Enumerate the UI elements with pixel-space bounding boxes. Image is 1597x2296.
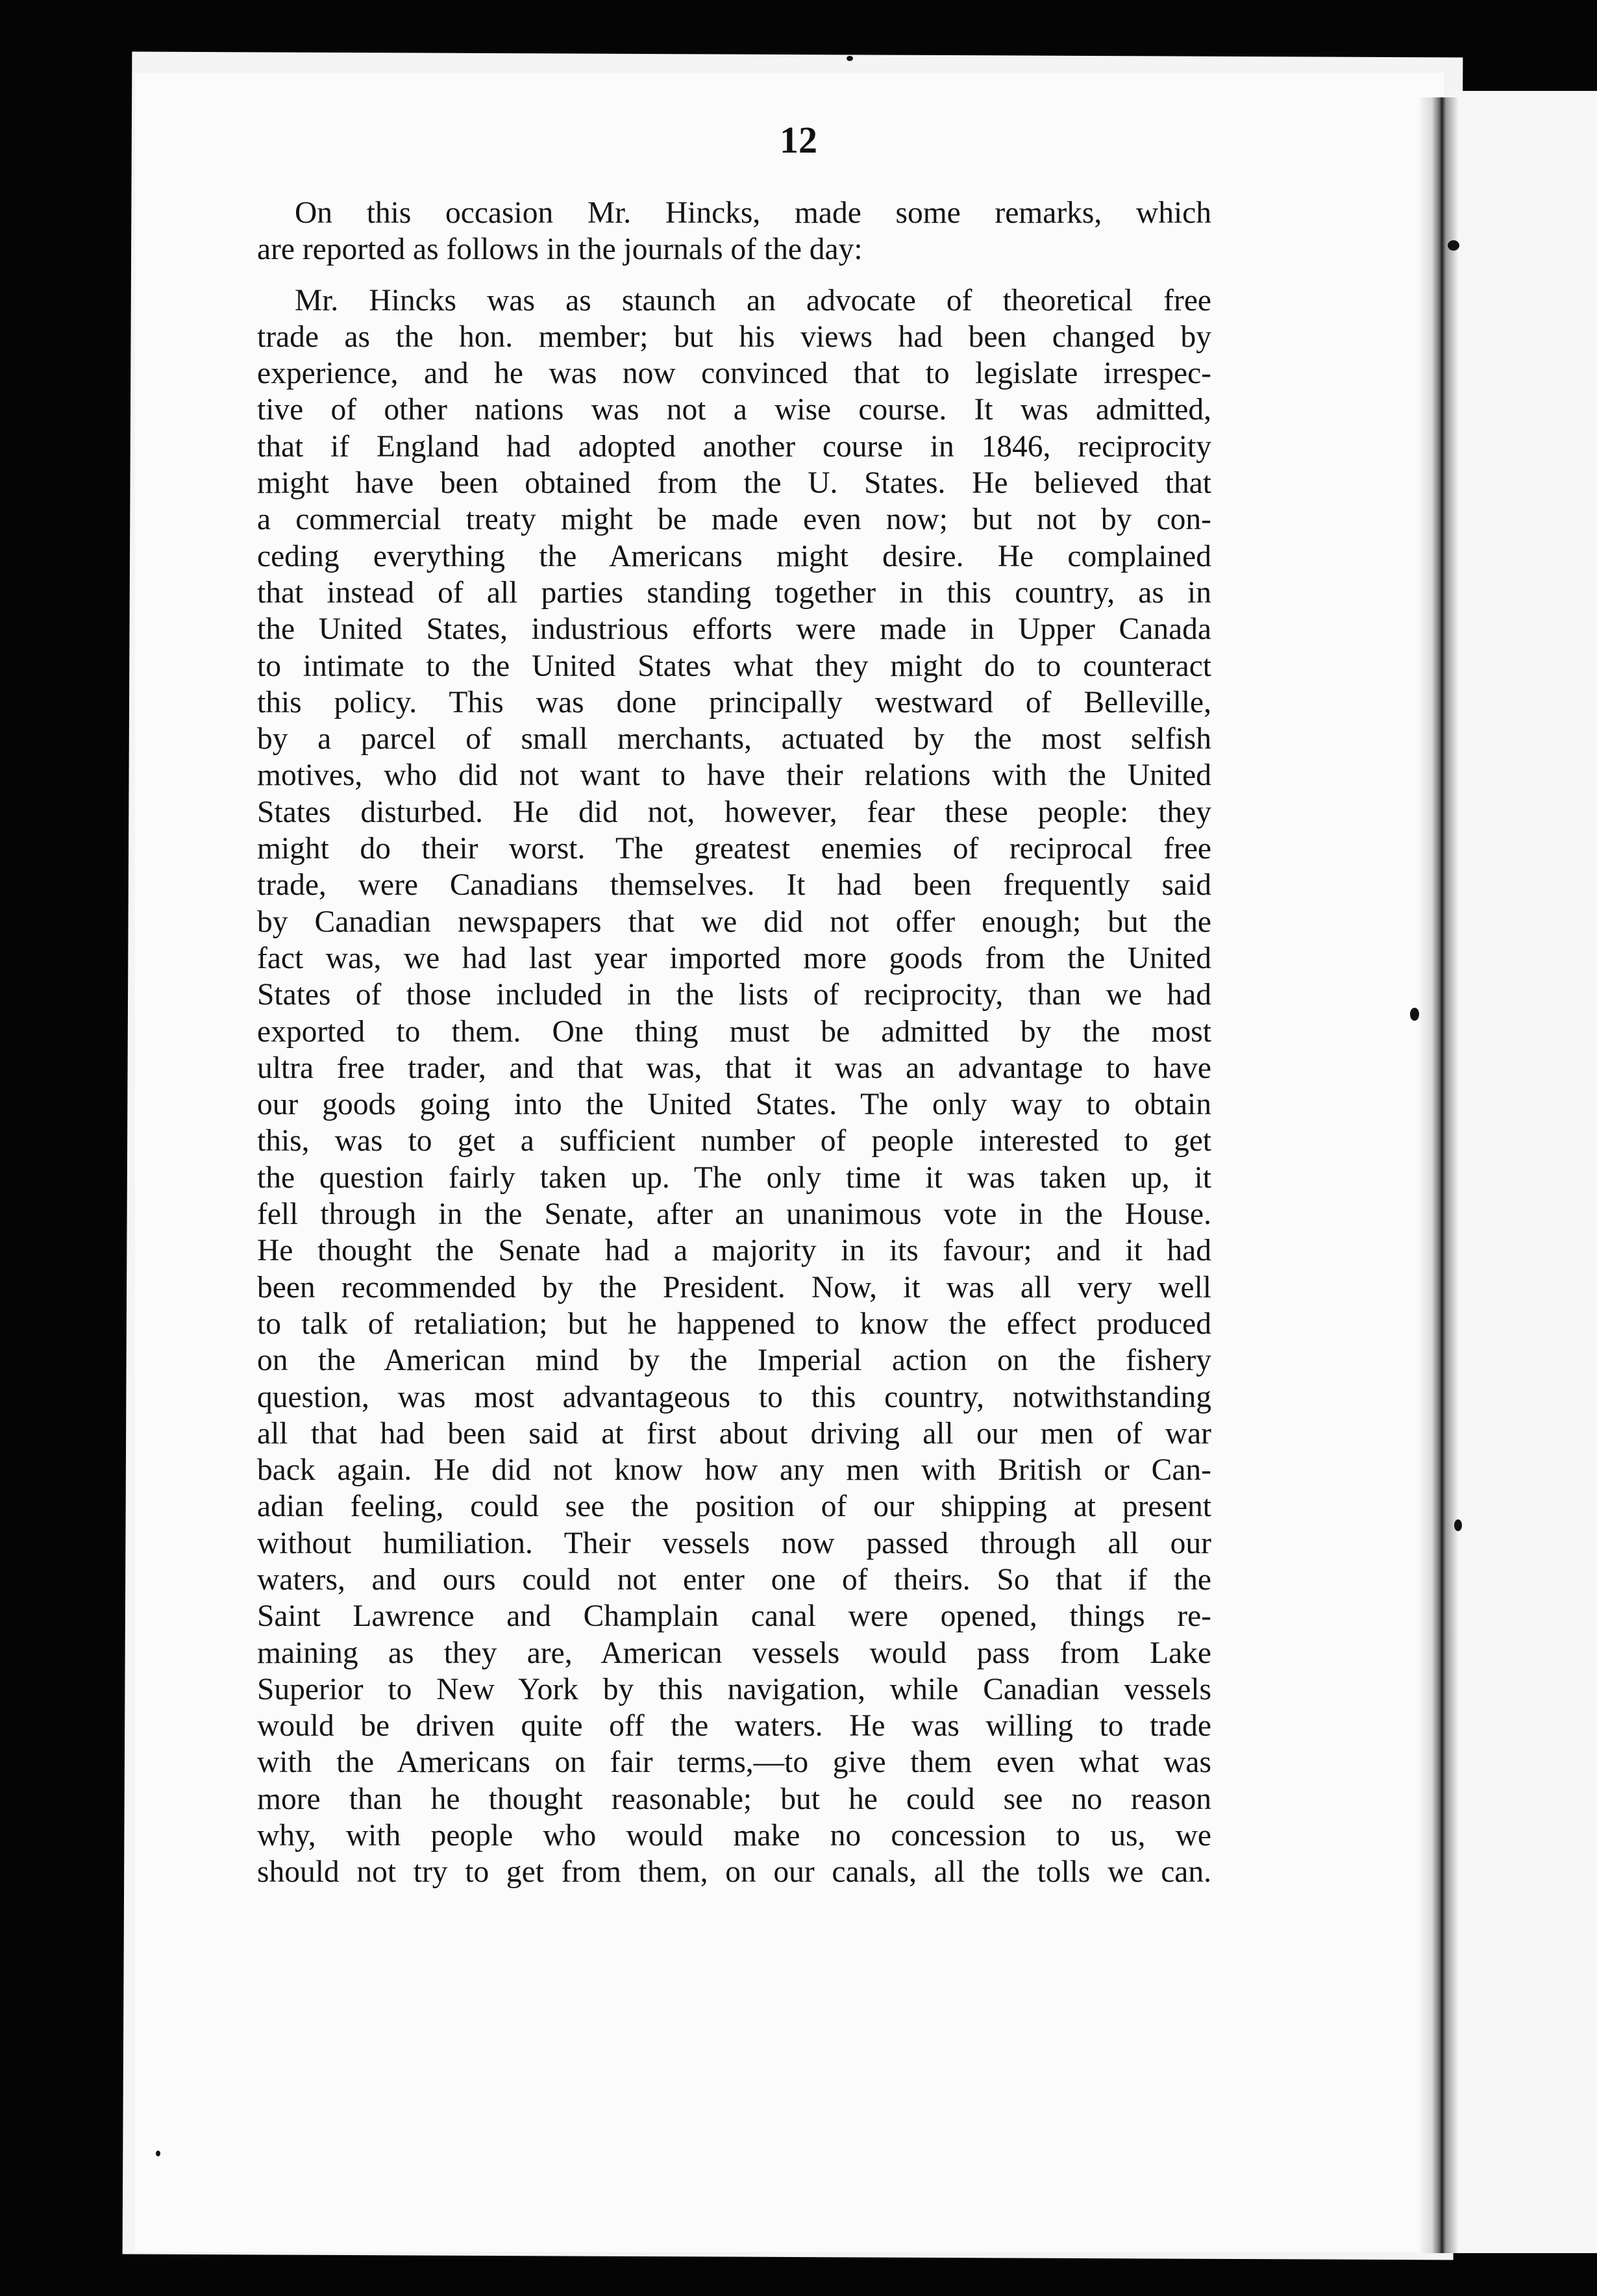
body-line: on the American mind by the Imperial action on the fishery [257,1343,1211,1378]
intro-line: are reported as follows in the journals of the day: [257,232,863,267]
body-line: exported to them. One thing must be admitted by the most [257,1014,1211,1049]
body-line: States disturbed. He did not, however, fear these people: they [257,795,1211,829]
body-line: ceding everything the Americans might desire. He complained [257,539,1211,573]
body-line: should not try to get from them, on our canals, all the tolls we can. [257,1855,1211,1890]
body-line: back again. He did not know how any men with British or Can- [257,1453,1211,1488]
body-line: with the Americans on fair terms,—to give them even what was [257,1745,1211,1780]
body-line: by Canadian newspapers that we did not offer enough; but the [257,905,1211,939]
body-line: trade as the hon. member; but his views had been changed by [257,319,1211,354]
body-line: that if England had adopted another course in 1846, reciprocity [257,429,1211,464]
body-line: Mr. Hincks was as staunch an advocate of theoretical free [295,283,1211,318]
body-line: experience, and he was now convinced that to legislate irrespec- [257,356,1211,391]
body-line: Superior to New York by this navigation, while Canadian vessels [257,1672,1211,1706]
body-line: He thought the Senate had a majority in its favour; and it had [257,1234,1211,1268]
body-line: Saint Lawrence and Champlain canal were opened, things re- [257,1599,1211,1634]
article-text [257,195,1211,1891]
body-line: all that had been said at first about driving all our men of war [257,1416,1211,1451]
page-number: 12 [780,119,817,161]
scan-speck [1410,1008,1419,1021]
body-line: ultra free trader, and that was, that it was an advantage to have [257,1051,1211,1085]
body-line: maining as they are, American vessels would pass from Lake [257,1636,1211,1670]
body-line: fact was, we had last year imported more goods from the United [257,941,1211,975]
body-line: to talk of retaliation; but he happened to know the effect produced [257,1306,1211,1341]
body-line: fell through in the Senate, after an unanimous vote in the House. [257,1197,1211,1232]
body-line: that instead of all parties standing together in this country, as in [257,575,1211,610]
scan-speck [847,56,853,61]
body-line: this, was to get a sufficient number of people interested to get [257,1124,1211,1158]
body-line: without humiliation. Their vessels now passed through all our [257,1526,1211,1560]
intro-line: On this occasion Mr. Hincks, made some remarks, which [295,196,1211,230]
body-line: by a parcel of small merchants, actuated by the most selfish [257,722,1211,756]
body-line: would be driven quite off the waters. He was willing to trade [257,1709,1211,1743]
scan-speck [156,2151,160,2156]
body-line: might do their worst. The greatest enemies of reciprocal free [257,832,1211,866]
book-gutter-shadow [1418,97,1458,2253]
body-line: might have been obtained from the U. States. He believed that [257,466,1211,501]
body-line: more than he thought reasonable; but he could see no reason [257,1782,1211,1816]
body-line: to intimate to the United States what they might do to counteract [257,649,1211,683]
body-line: our goods going into the United States. The only way to obtain [257,1088,1211,1122]
body-line: the United States, industrious efforts were made in Upper Canada [257,612,1211,647]
body-line: question, was most advantageous to this country, notwithstanding [257,1380,1211,1414]
body-line: States of those included in the lists of reciprocity, than we had [257,978,1211,1012]
body-line: this policy. This was done principally westward of Belleville, [257,685,1211,719]
body-line: been recommended by the President. Now, it was all very well [257,1270,1211,1304]
body-line: adian feeling, could see the position of our shipping at present [257,1490,1211,1524]
paragraph-gap [257,268,1211,282]
body-line: the question fairly taken up. The only time it was taken up, it [257,1160,1211,1195]
body-line: motives, who did not want to have their relations with the United [257,758,1211,793]
body-line: waters, and ours could not enter one of theirs. So that if the [257,1562,1211,1597]
facing-page-edge [1449,91,1597,2253]
body-line: tive of other nations was not a wise course. It was admitted, [257,393,1211,427]
body-line: why, with people who would make no concession to us, we [257,1819,1211,1853]
body-line: trade, were Canadians themselves. It had been frequently said [257,868,1211,903]
scan-speck [1448,240,1459,251]
scan-speck [1454,1519,1462,1531]
body-line: a commercial treaty might be made even now; but not by con- [257,503,1211,537]
